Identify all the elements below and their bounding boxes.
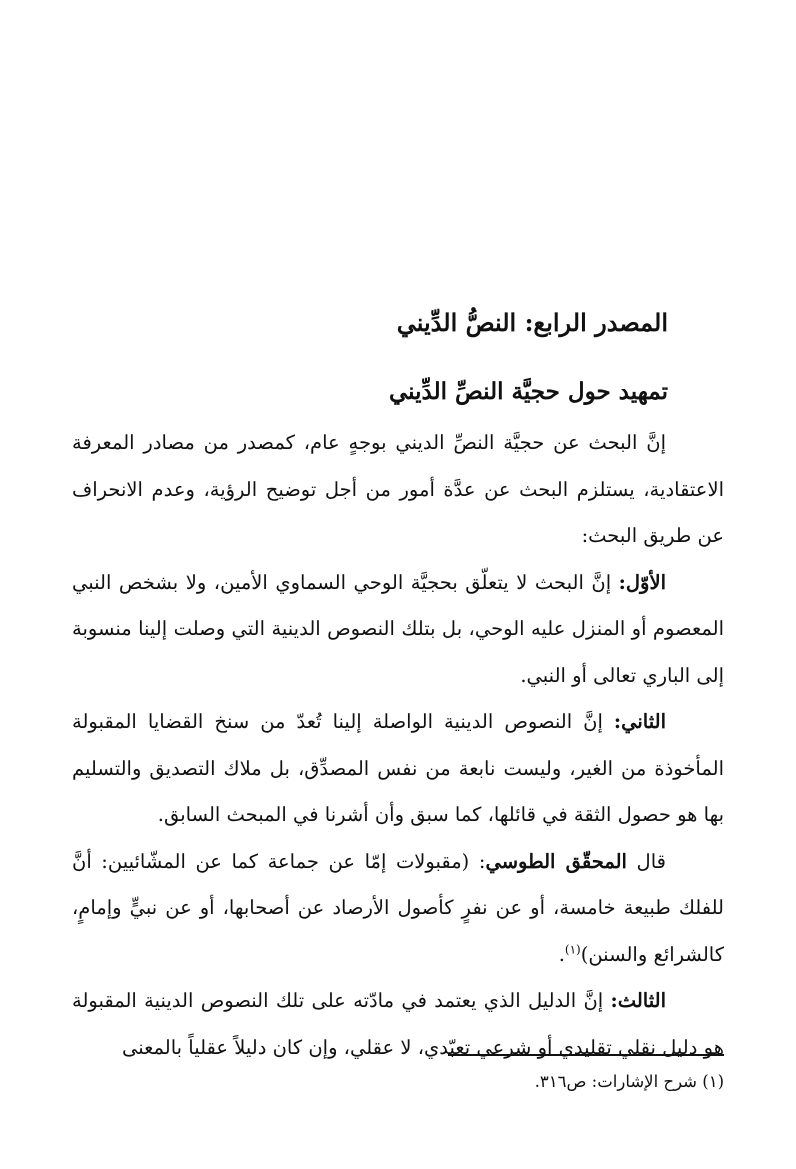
section-title: المصدر الرابع: النصُّ الدِّيني xyxy=(396,308,668,337)
quote-paragraph xyxy=(72,839,724,979)
quote-author: المحقّق الطوسي xyxy=(485,849,627,873)
quote-end: . xyxy=(558,942,565,966)
body-text xyxy=(72,420,724,1071)
second-point-paragraph xyxy=(72,699,724,839)
subsection-title: تمهيد حول حجيَّة النصِّ الدِّيني xyxy=(389,378,668,405)
footnote-divider xyxy=(448,1054,724,1056)
second-point-text: إنَّ النصوص الدينية الواصلة إلينا تُعدّ من سنخ القضايا المقبولة المأخوذة من الغير، وليست نابعة من نفس المصدِّق، بل ملاك التصديق والتسليم بها هو حصول الثقة في قائلها، كما سبق وأن أشرنا في المبحث السابق. xyxy=(72,710,724,826)
intro-paragraph: إنَّ البحث عن حجيَّة النصِّ الديني بوجهٍ عام، كمصدر من مصادر المعرفة الاعتقادية، يستلزم البحث عن عدَّة أمور من أجل توضيح الرؤية، وعدم الانحراف عن طريق البحث: xyxy=(72,431,724,547)
first-point-text: إنَّ البحث لا يتعلّق بحجيَّة الوحي السماوي الأمين، ولا بشخص النبي المعصوم أو المنزل عليه الوحي، بل بتلك النصوص الدينية التي وصلت إلينا منسوبة إلى الباري تعالى أو النبي. xyxy=(72,570,724,687)
third-point-text: إنَّ الدليل الذي يعتمد في مادّته على تلك النصوص الدينية المقبولة هو دليل نقلي تقليدي أو شرعي تعبّدي، لا عقلي، وإن كان دليلاً عقلياً بالمعنى xyxy=(72,989,724,1059)
third-point-lead: الثالث: xyxy=(610,989,666,1012)
footnote-reference: (١) xyxy=(564,942,581,956)
first-point-paragraph xyxy=(72,560,724,700)
third-point-paragraph xyxy=(72,978,724,1071)
quote-text: : (مقبولات إمّا عن جماعة كما عن المشّائيين: أنَّ للفلك طبيعة خامسة، أو عن نفرٍ كأصول الأرصاد عن أصحابها، أو عن نبيٍّ وإمامٍ، كالشرائع والسنن) xyxy=(72,849,724,966)
footnote: (١) شرح الإشارات: ص٣١٦. xyxy=(534,1072,724,1091)
second-point-lead: الثاني: xyxy=(613,710,666,733)
quote-prefix: قال xyxy=(626,849,666,873)
first-point-lead: الأوّل: xyxy=(618,570,666,594)
